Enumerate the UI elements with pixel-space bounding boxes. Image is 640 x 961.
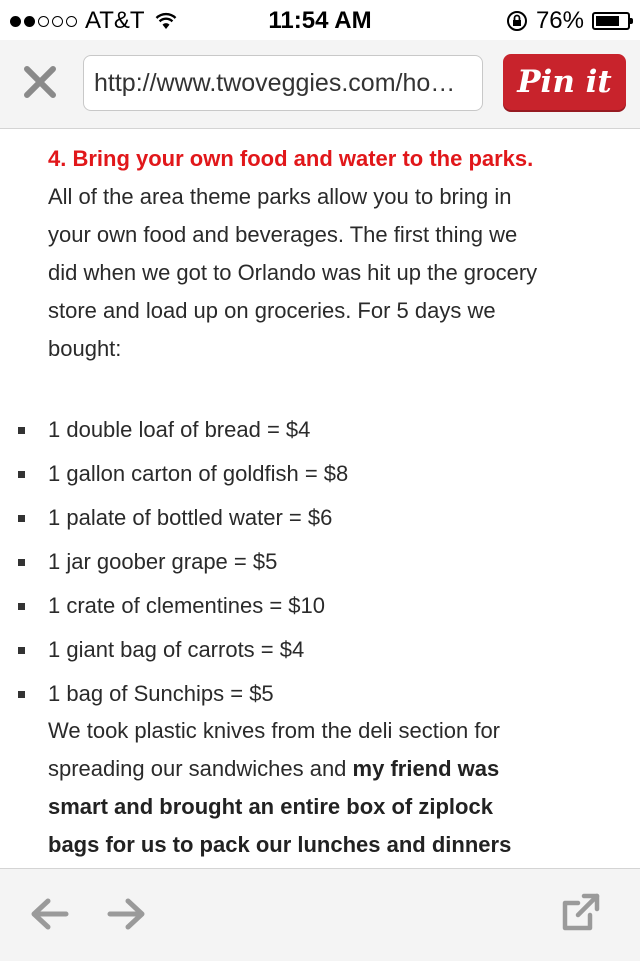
outro-line: We took plastic knives from the deli section for	[48, 718, 501, 743]
list-item: 1 palate of bottled water = $6	[0, 496, 348, 540]
outro-line: bags for us to pack our lunches and dinners	[48, 832, 512, 857]
intro-line: did when we got to Orlando was hit up the grocery	[48, 260, 538, 285]
close-icon[interactable]	[22, 64, 58, 100]
intro-line: bought:	[48, 336, 122, 361]
outro-paragraph	[48, 712, 608, 864]
status-right	[506, 7, 630, 35]
list-item: 1 crate of clementines = $10	[0, 584, 348, 628]
orientation-lock-icon	[506, 10, 528, 32]
forward-arrow-icon[interactable]	[106, 895, 148, 933]
status-time: 11:54 AM	[268, 7, 372, 34]
grocery-list	[0, 408, 348, 716]
intro-line: your own food and beverages. The first thing we	[48, 222, 518, 247]
battery-percent: 76%	[535, 7, 584, 34]
bullet	[18, 559, 25, 566]
url-field[interactable]: http://www.twoveggies.com/ho…	[83, 55, 483, 111]
bullet	[18, 647, 25, 654]
article-content	[0, 128, 640, 868]
bullet	[18, 471, 25, 478]
status-bar	[0, 0, 640, 40]
back-arrow-icon[interactable]	[28, 895, 70, 933]
bullet	[18, 603, 25, 610]
list-item: 1 jar goober grape = $5	[0, 540, 348, 584]
bullet	[18, 427, 25, 434]
outro-line: spreading our sandwiches and my friend was	[48, 756, 500, 781]
intro-paragraph	[48, 178, 608, 368]
section-heading: 4. Bring your own food and water to the parks.	[48, 146, 534, 171]
list-item: 1 double loaf of bread = $4	[0, 408, 348, 452]
outro-line: smart and brought an entire box of ziplock	[48, 794, 493, 819]
intro-line: All of the area theme parks allow you to bring in	[48, 184, 512, 209]
battery-icon	[592, 12, 630, 30]
bullet	[18, 691, 25, 698]
bullet	[18, 515, 25, 522]
list-item: 1 bag of Sunchips = $5	[0, 672, 348, 716]
bottom-toolbar	[0, 868, 640, 961]
share-icon[interactable]	[560, 891, 602, 933]
intro-line: store and load up on groceries. For 5 days we	[48, 298, 496, 323]
browser-toolbar	[0, 40, 640, 129]
list-item: 1 giant bag of carrots = $4	[0, 628, 348, 672]
pin-it-button[interactable]: Pin it	[503, 54, 626, 112]
carrier-name: AT&T	[85, 7, 145, 34]
list-item: 1 gallon carton of goldfish = $8	[0, 452, 348, 496]
